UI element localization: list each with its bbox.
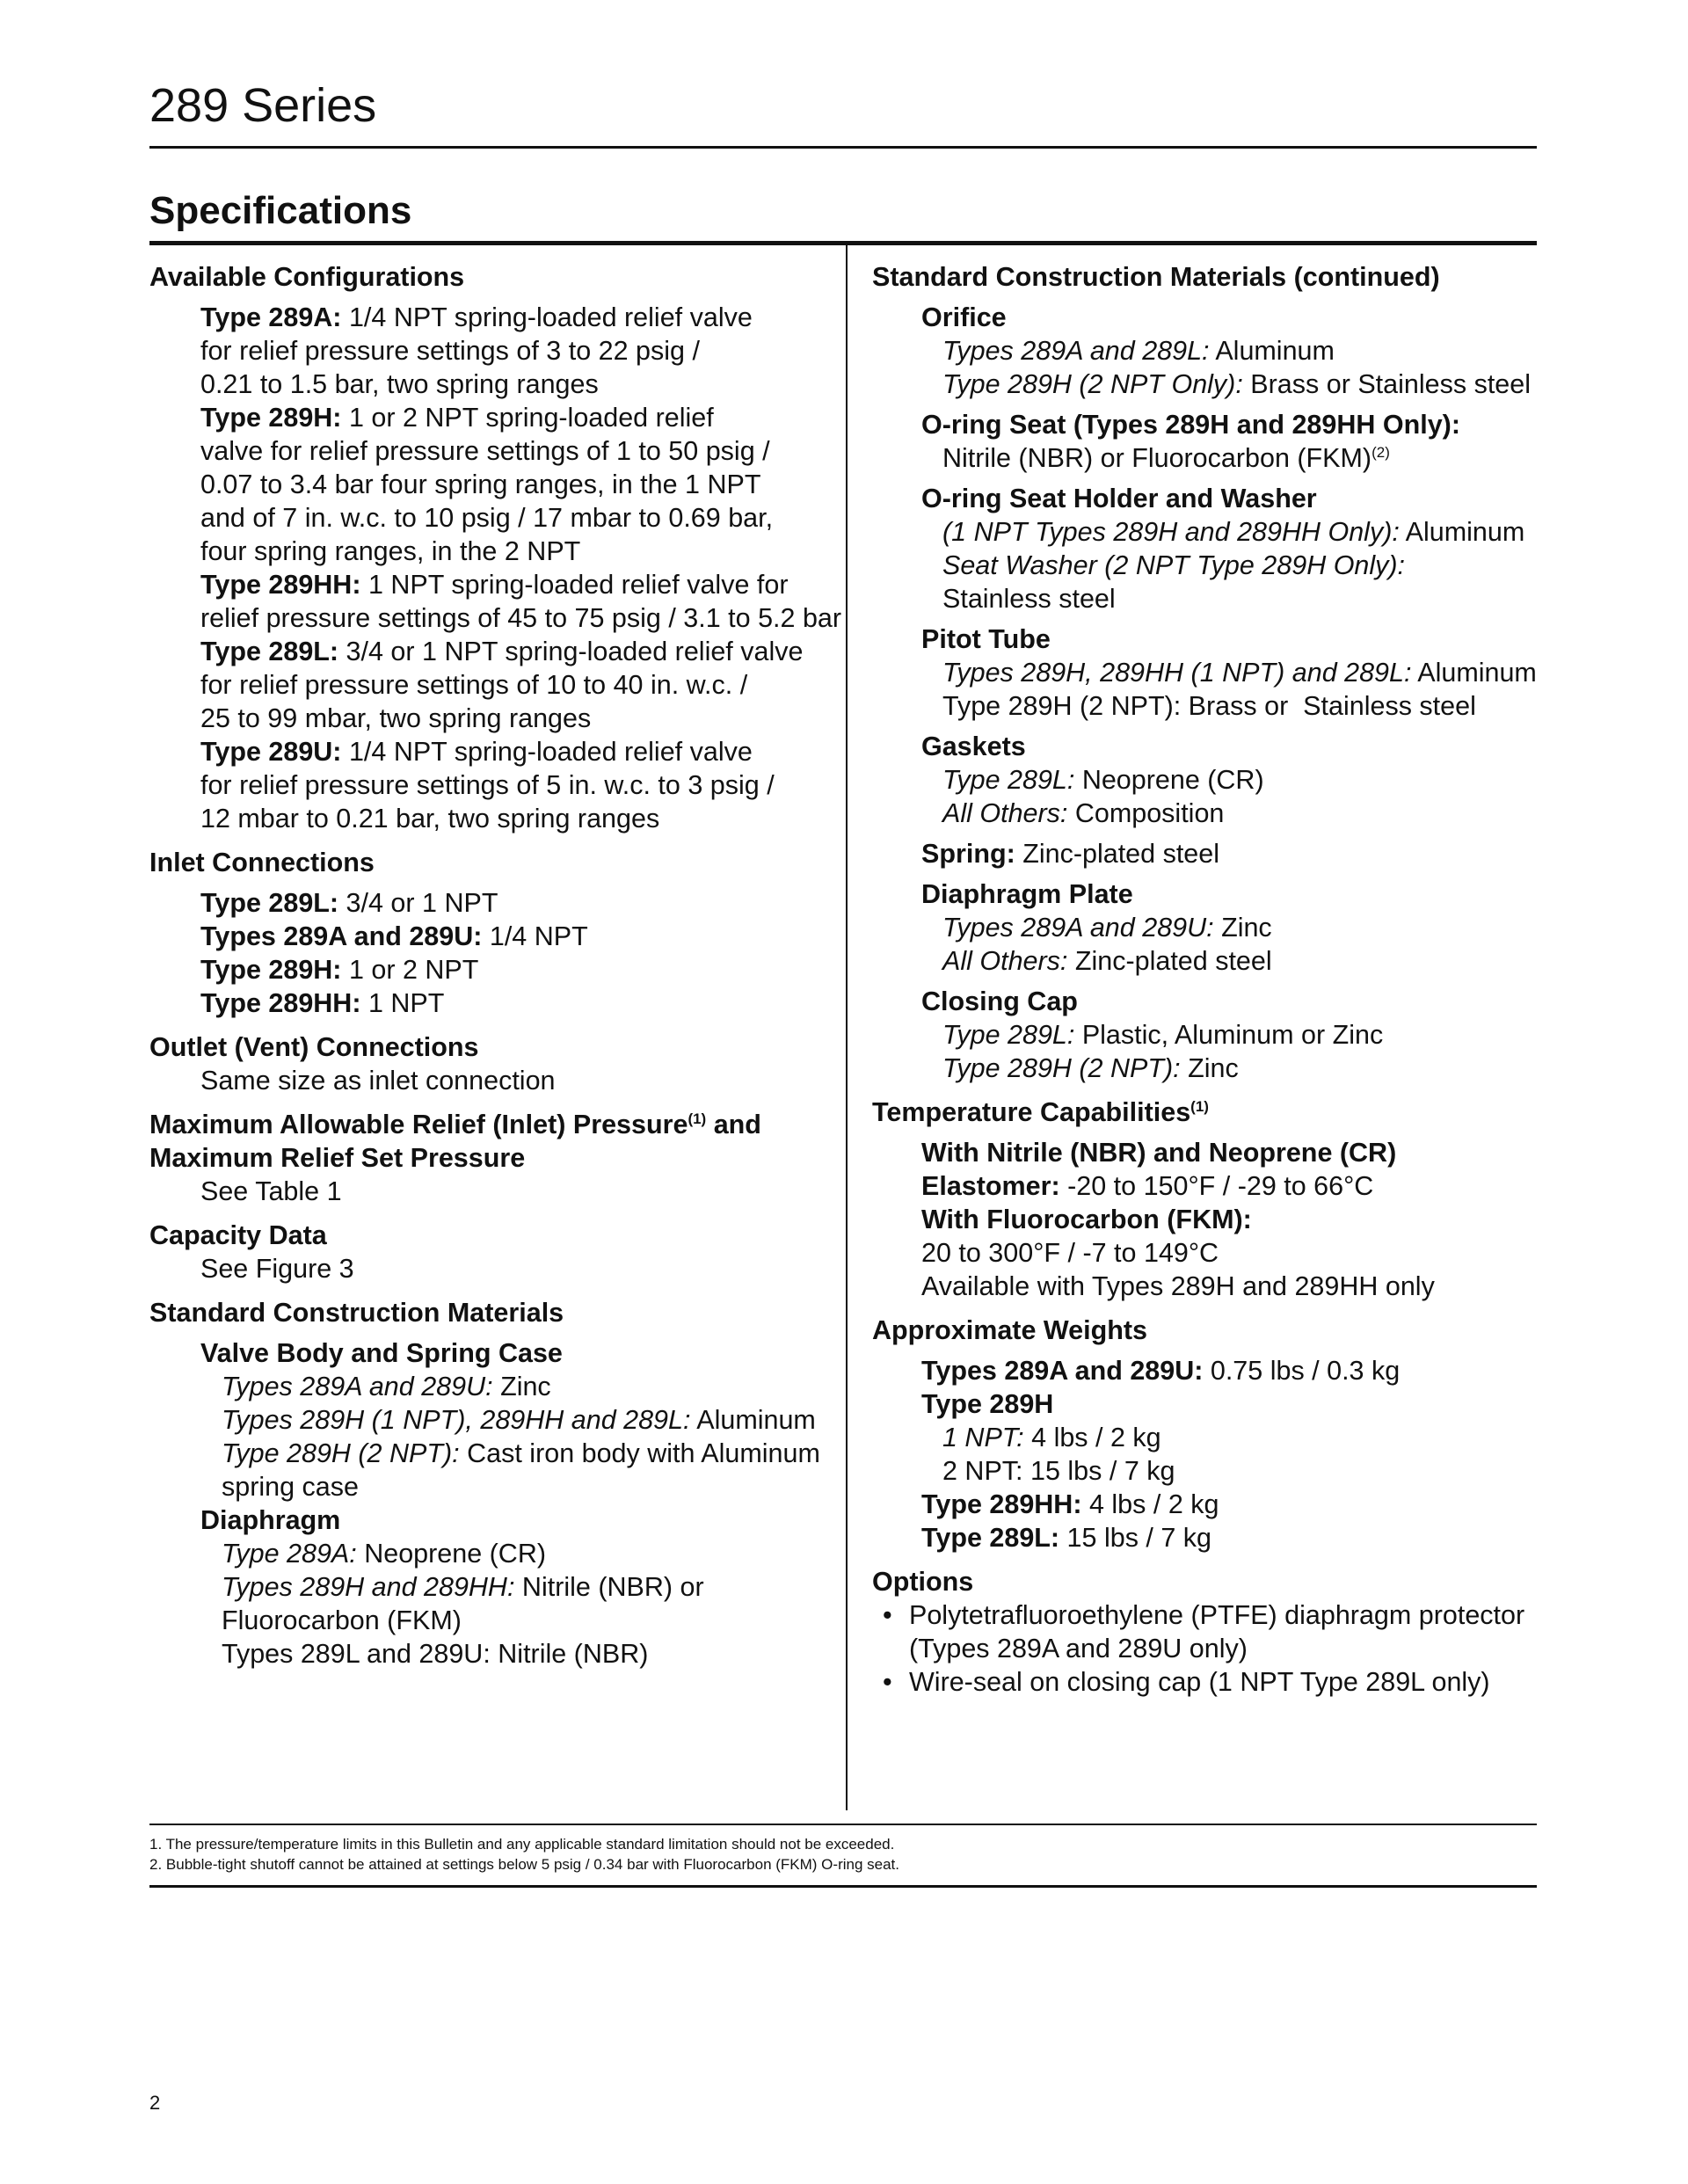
weights-line [872, 1488, 1537, 1521]
closing-cap-line [872, 1018, 1537, 1052]
weights-line: 2 NPT: 15 lbs / 7 kg [942, 1456, 1175, 1486]
right-column [872, 260, 1537, 1699]
inlet-line-label: Types 289A and 289U: [200, 921, 483, 951]
weights-line [872, 1354, 1537, 1387]
closing-cap [872, 985, 1537, 1085]
weights-value: 0.75 lbs / 0.3 kg [1203, 1356, 1401, 1386]
configuration-line-text: for relief pressure settings of 3 to 22 psig / [200, 336, 700, 366]
temperature-line: Available with Types 289H and 289HH only [921, 1271, 1435, 1301]
inlet-list [149, 886, 835, 1020]
temperature-capabilities [872, 1096, 1537, 1303]
orifice-value: Brass or Stainless steel [1242, 369, 1531, 399]
configuration-line-label: Type 289HH: [200, 570, 361, 600]
closing-cap-line [872, 1052, 1537, 1085]
capacity-data [149, 1219, 835, 1285]
temperature-label: Elastomer: [921, 1171, 1060, 1201]
page-title: 289 Series [149, 79, 377, 132]
standard-construction-materials [149, 1296, 835, 1671]
materials-heading: Standard Construction Materials [149, 1298, 564, 1328]
inlet-line [200, 886, 835, 920]
valve-body-type: Type 289H (2 NPT): [222, 1438, 460, 1468]
gaskets-value: Neoprene (CR) [1074, 765, 1264, 795]
diaphragm-plate-heading: Diaphragm Plate [921, 879, 1133, 909]
configuration-line-text: 1/4 NPT spring-loaded relief valve [341, 737, 753, 767]
configuration-line-label: Type 289A: [200, 302, 342, 332]
spring [872, 837, 1537, 870]
orifice-type: Type 289H (2 NPT Only): [942, 369, 1243, 399]
closing-cap-heading: Closing Cap [921, 986, 1078, 1016]
diaphragm-value: Neoprene (CR) [356, 1539, 547, 1569]
oring-holder-line [872, 515, 1537, 549]
page-number: 2 [149, 2092, 161, 2114]
configuration-line [200, 601, 842, 635]
diaphragm-line [149, 1537, 835, 1570]
configuration-line [200, 668, 835, 702]
diaphragm-plate-type: Types 289A and 289U: [942, 913, 1214, 943]
pitot-type: Types 289H, 289HH (1 NPT) and 289L: [942, 658, 1412, 688]
weights-label: Type 289L: [921, 1523, 1060, 1553]
configuration-line-text: 1/4 NPT spring-loaded relief valve [341, 302, 753, 332]
footnote-bottom-rule [149, 1885, 1537, 1888]
inlet-connections-heading: Inlet Connections [149, 848, 375, 877]
valve-body-type: Types 289A and 289U: [222, 1372, 493, 1401]
configuration-line-label: Type 289L: [200, 637, 339, 666]
temperature-heading-text: Temperature Capabilities [872, 1097, 1191, 1127]
max-relief-heading-text: Maximum Allowable Relief (Inlet) Pressure [149, 1110, 688, 1139]
gaskets-line [872, 763, 1537, 797]
configuration-line [200, 802, 835, 835]
orifice [872, 301, 1537, 401]
max-relief-heading-line2: Maximum Relief Set Pressure [149, 1143, 526, 1173]
diaphragm-line [149, 1570, 835, 1604]
approximate-weights [872, 1314, 1537, 1554]
configuration-line-text: relief pressure settings of 45 to 75 psig / 3.1 to 5.2 bar [200, 603, 842, 633]
diaphragm-plate-value: Zinc [1213, 913, 1272, 943]
option-text: • Polytetrafluoroethylene (PTFE) diaphragm protector [909, 1600, 1525, 1630]
outlet-connections [149, 1030, 835, 1097]
column-divider [846, 245, 848, 1810]
configuration-line [200, 635, 835, 668]
inlet-line-label: Type 289H: [200, 955, 342, 985]
valve-body-value: Cast iron body with Aluminum [459, 1438, 820, 1468]
temperature-heading [872, 1096, 1537, 1129]
inlet-line-text: 1 or 2 NPT [341, 955, 479, 985]
materials-continued-heading: Standard Construction Materials (continued) [872, 262, 1440, 292]
configuration-line [200, 702, 835, 735]
inlet-connections [149, 846, 835, 1020]
options [872, 1565, 1537, 1699]
valve-body-type: Types 289H (1 NPT), 289HH and 289L: [222, 1405, 691, 1435]
footnotes [149, 1834, 1537, 1875]
pitot-line: Type 289H (2 NPT): Brass or Stainless steel [942, 691, 1476, 721]
configuration-line-label: Type 289U: [200, 737, 342, 767]
weights-line [872, 1421, 1537, 1454]
inlet-line-text: 1 NPT [360, 988, 445, 1018]
diaphragm-line: Types 289L and 289U: Nitrile (NBR) [222, 1639, 649, 1669]
weights-label: Type 289HH: [921, 1489, 1082, 1519]
diaphragm-type: Type 289A: [222, 1539, 357, 1569]
configuration-line-text: valve for relief pressure settings of 1 to 50 psig / [200, 436, 770, 466]
diaphragm-plate-line [872, 911, 1537, 944]
max-relief-text: See Table 1 [200, 1176, 342, 1206]
option-text: (Types 289A and 289U only) [909, 1634, 1248, 1663]
left-column [149, 260, 842, 1671]
options-heading: Options [872, 1567, 974, 1597]
configuration-line-text: 0.21 to 1.5 bar, two spring ranges [200, 369, 599, 399]
diaphragm-type: Types 289H and 289HH: [222, 1572, 515, 1602]
closing-cap-type: Type 289L: [942, 1020, 1075, 1050]
pitot-value: Aluminum [1411, 658, 1537, 688]
configuration-line-text: and of 7 in. w.c. to 10 psig / 17 mbar to 0.69 bar, [200, 503, 774, 533]
weights-line: Type 289H [921, 1389, 1054, 1419]
list-item [872, 1665, 1537, 1699]
valve-body-line [149, 1370, 835, 1403]
max-relief-pressure [149, 1108, 835, 1208]
temperature-line [872, 1169, 1537, 1203]
header-rule [149, 146, 1537, 149]
orifice-line [872, 334, 1537, 368]
configuration-line [200, 468, 835, 501]
configuration-line [200, 735, 835, 768]
footnote-1: 1. The pressure/temperature limits in this Bulletin and any applicable standard limitation should not be exceeded. [149, 1836, 895, 1853]
diaphragm-plate-type: All Others: [942, 946, 1068, 976]
configuration-line [200, 768, 835, 802]
spring-label: Spring: [921, 839, 1015, 869]
closing-cap-value: Zinc [1180, 1053, 1239, 1083]
temperature-line: With Nitrile (NBR) and Neoprene (CR) [921, 1138, 1397, 1168]
gaskets [872, 730, 1537, 830]
oring-holder-heading: O-ring Seat Holder and Washer [921, 484, 1317, 513]
valve-body-line [149, 1403, 835, 1437]
capacity-data-text: See Figure 3 [200, 1254, 354, 1284]
weights-value: 15 lbs / 7 kg [1059, 1523, 1212, 1553]
inlet-line [200, 920, 835, 953]
configuration-line [200, 301, 835, 334]
capacity-data-heading: Capacity Data [149, 1220, 327, 1250]
oring-seat-holder [872, 482, 1537, 615]
orifice-value: Aluminum [1209, 336, 1335, 366]
outlet-connections-heading: Outlet (Vent) Connections [149, 1032, 479, 1062]
section-title: Specifications [149, 189, 412, 232]
footnote-ref-2: (2) [1372, 443, 1390, 461]
footnote-ref-1: (1) [688, 1110, 707, 1127]
weights-type: 1 NPT: [942, 1423, 1024, 1452]
gaskets-value: Composition [1067, 798, 1225, 828]
oring-seat [872, 408, 1537, 475]
diaphragm-plate [872, 877, 1537, 978]
diaphragm-heading: Diaphragm [200, 1505, 341, 1535]
diaphragm-plate-line [872, 944, 1537, 978]
configuration-line-text: 12 mbar to 0.21 bar, two spring ranges [200, 804, 660, 834]
oring-seat-value: Nitrile (NBR) or Fluorocarbon (FKM) [942, 443, 1372, 473]
spring-value: Zinc-plated steel [1015, 839, 1219, 869]
max-relief-heading-and: and [706, 1110, 761, 1139]
configuration-line-text: for relief pressure settings of 5 in. w.c. to 3 psig / [200, 770, 775, 800]
footnote-ref-1: (1) [1190, 1097, 1209, 1115]
oring-holder-line: Seat Washer (2 NPT Type 289H Only): [942, 550, 1406, 580]
configuration-line-text: 1 NPT spring-loaded relief valve for [360, 570, 789, 600]
max-relief-heading-line1 [149, 1108, 835, 1141]
available-configurations [149, 260, 842, 835]
configuration-line-label: Type 289H: [200, 403, 342, 433]
configuration-line-text: 1 or 2 NPT spring-loaded relief [341, 403, 714, 433]
pitot-line [872, 656, 1537, 689]
orifice-heading: Orifice [921, 302, 1007, 332]
temperature-line: 20 to 300°F / -7 to 149°C [921, 1238, 1219, 1268]
configuration-line-text: 3/4 or 1 NPT spring-loaded relief valve [338, 637, 804, 666]
configuration-line-text: four spring ranges, in the 2 NPT [200, 536, 581, 566]
configuration-line [200, 368, 835, 401]
diaphragm-line: Fluorocarbon (FKM) [222, 1605, 462, 1635]
diaphragm-plate-value: Zinc-plated steel [1067, 946, 1272, 976]
gaskets-type: Type 289L: [942, 765, 1075, 795]
valve-body-line [149, 1437, 835, 1470]
gaskets-line [872, 797, 1537, 830]
configuration-line-text: 0.07 to 3.4 bar four spring ranges, in the 1 NPT [200, 470, 761, 499]
valve-body-value: Zinc [492, 1372, 551, 1401]
orifice-line [872, 368, 1537, 401]
closing-cap-type: Type 289H (2 NPT): [942, 1053, 1181, 1083]
inlet-line [200, 953, 835, 986]
valve-body-heading: Valve Body and Spring Case [200, 1338, 563, 1368]
closing-cap-value: Plastic, Aluminum or Zinc [1074, 1020, 1384, 1050]
configuration-line [200, 434, 835, 468]
oring-holder-line: Stainless steel [942, 584, 1116, 614]
configuration-line [200, 401, 835, 434]
weights-value: 4 lbs / 2 kg [1023, 1423, 1161, 1452]
weights-line [872, 1521, 1537, 1554]
configuration-line-text: for relief pressure settings of 10 to 40 in. w.c. / [200, 670, 748, 700]
inlet-line-text: 1/4 NPT [482, 921, 588, 951]
gaskets-heading: Gaskets [921, 732, 1026, 761]
configuration-line [200, 568, 835, 601]
weights-label: Types 289A and 289U: [921, 1356, 1204, 1386]
weights-value: 4 lbs / 2 kg [1081, 1489, 1219, 1519]
section-rule [149, 241, 1537, 245]
inlet-line-label: Type 289L: [200, 888, 339, 918]
diaphragm-value: Nitrile (NBR) or [514, 1572, 704, 1602]
temperature-value: -20 to 150°F / -29 to 66°C [1059, 1171, 1374, 1201]
valve-body-value: Aluminum [690, 1405, 816, 1435]
configuration-line [200, 501, 835, 535]
oring-seat-heading: O-ring Seat (Types 289H and 289HH Only): [921, 410, 1460, 440]
configuration-line [200, 334, 835, 368]
inlet-line-text: 3/4 or 1 NPT [338, 888, 498, 918]
oring-holder-value: Aluminum [1399, 517, 1525, 547]
options-list [872, 1598, 1537, 1699]
orifice-type: Types 289A and 289L: [942, 336, 1210, 366]
pitot-heading: Pitot Tube [921, 624, 1051, 654]
configuration-line [200, 535, 835, 568]
temperature-line: With Fluorocarbon (FKM): [921, 1205, 1252, 1234]
weights-heading: Approximate Weights [872, 1315, 1147, 1345]
oring-seat-line [872, 441, 1537, 475]
footnote-rule [149, 1824, 1537, 1825]
oring-holder-type: (1 NPT Types 289H and 289HH Only): [942, 517, 1400, 547]
configuration-line-text: 25 to 99 mbar, two spring ranges [200, 703, 592, 733]
gaskets-type: All Others: [942, 798, 1068, 828]
inlet-line [200, 986, 835, 1020]
outlet-connections-text: Same size as inlet connection [200, 1066, 556, 1096]
option-text: • Wire-seal on closing cap (1 NPT Type 289L only) [909, 1667, 1490, 1697]
available-configurations-heading: Available Configurations [149, 262, 465, 292]
inlet-line-label: Type 289HH: [200, 988, 361, 1018]
list-item [872, 1598, 1537, 1665]
valve-body-line: spring case [222, 1472, 359, 1502]
configuration-list [149, 301, 842, 835]
footnote-2: 2. Bubble-tight shutoff cannot be attained at settings below 5 psig / 0.34 bar with Fluorocarbon (FKM) O-ring seat. [149, 1856, 899, 1873]
pitot-tube [872, 622, 1537, 723]
